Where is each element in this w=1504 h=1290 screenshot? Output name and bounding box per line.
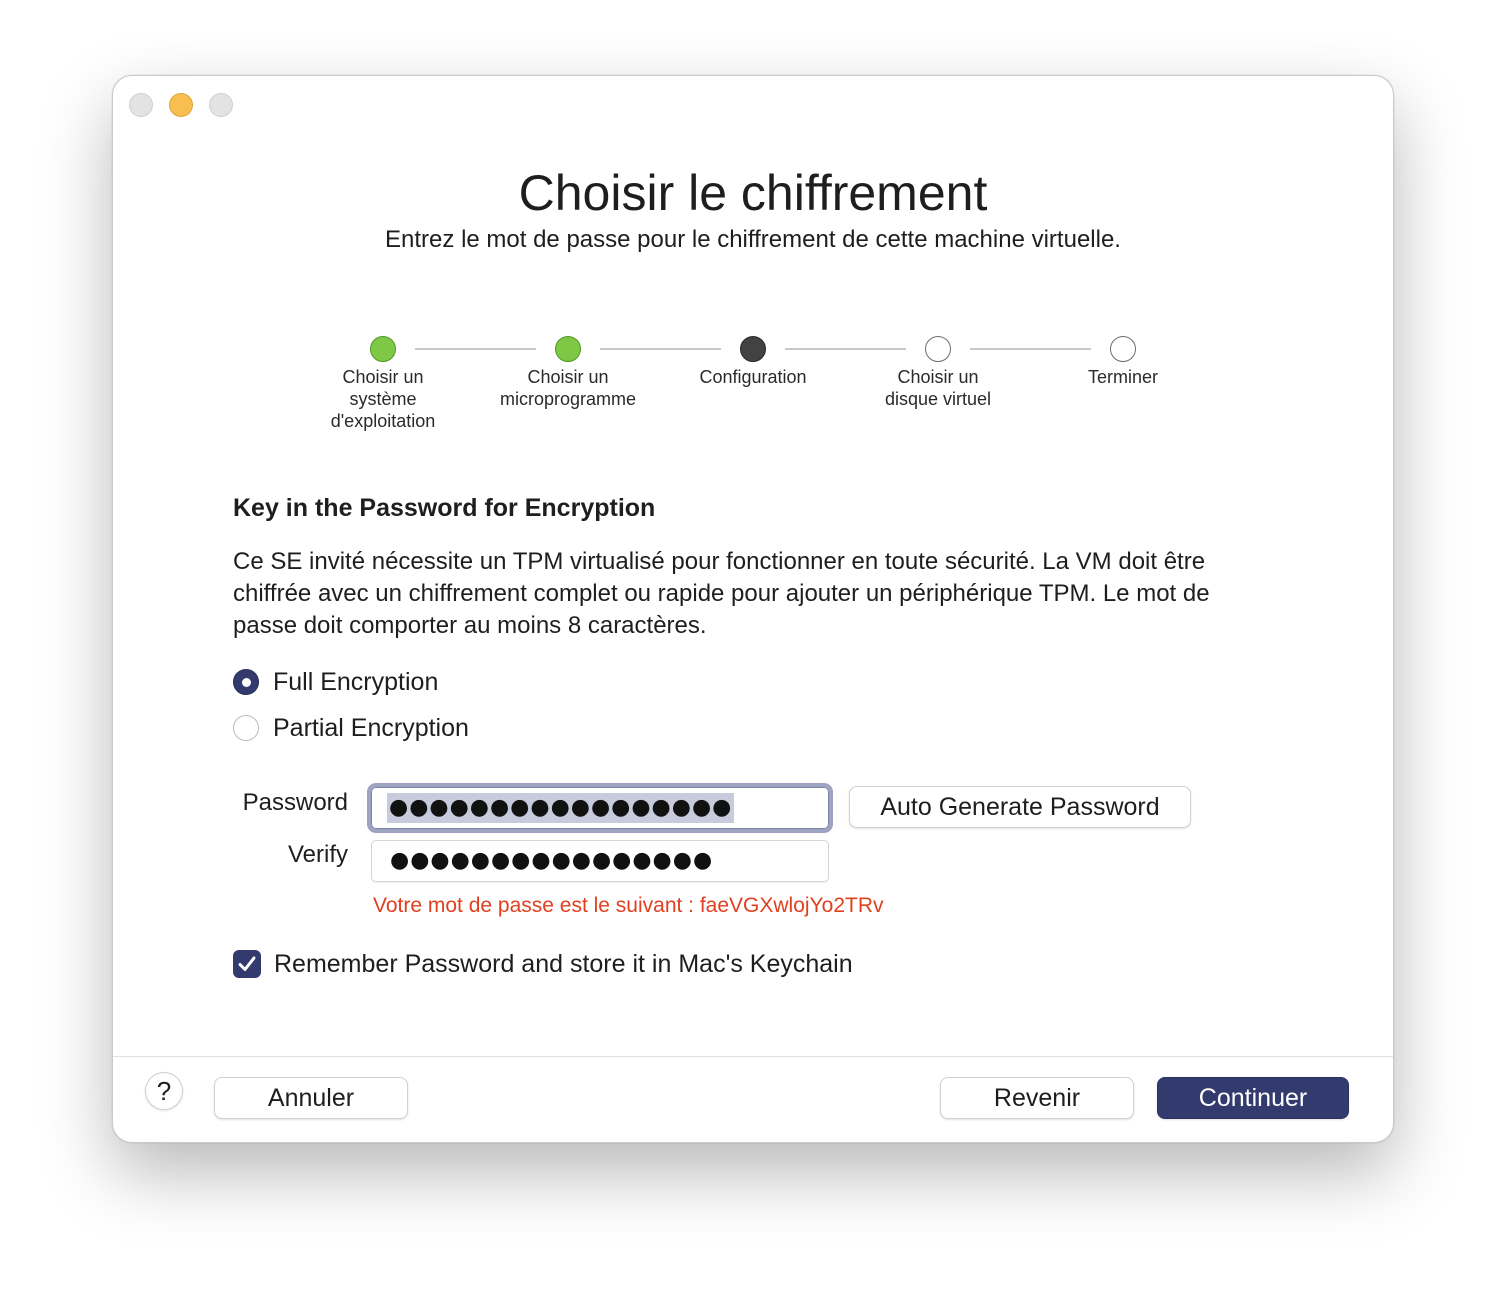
step-label-configuration: Configuration xyxy=(699,367,807,387)
auto-generate-password-button[interactable]: Auto Generate Password xyxy=(849,786,1191,828)
wizard-stepper xyxy=(113,334,1393,444)
step-connector xyxy=(600,348,721,350)
remember-password-label: Remember Password and store it in Mac's Keychain xyxy=(274,949,853,978)
step-dot-configuration xyxy=(740,336,766,362)
help-button[interactable]: ? xyxy=(145,1072,183,1110)
radio-label: Full Encryption xyxy=(273,667,439,696)
verify-label: Verify xyxy=(287,841,348,868)
password-value: ●●●●●●●●●●●●●●●●● xyxy=(387,793,734,823)
step-dot-finish xyxy=(1110,336,1136,362)
checkmark-icon xyxy=(237,954,257,974)
step-label-firmware: Choisir un microprogramme xyxy=(499,367,637,409)
dialog-window xyxy=(112,75,1394,1143)
radio-full-encryption[interactable] xyxy=(233,666,438,698)
remember-password-checkbox[interactable] xyxy=(233,950,261,978)
section-title: Key in the Password for Encryption xyxy=(233,494,656,522)
step-connector xyxy=(970,348,1091,350)
footer-divider xyxy=(113,1056,1393,1057)
step-dot-firmware xyxy=(555,336,581,362)
minimize-window-button[interactable] xyxy=(169,93,193,117)
back-button[interactable]: Revenir xyxy=(940,1077,1134,1119)
close-window-button[interactable] xyxy=(129,93,153,117)
radio-button-selected[interactable] xyxy=(233,669,259,695)
section-description: Ce SE invité nécessite un TPM virtualisé pour fonctionner en toute sécurité. La VM doit être chiffrée avec un chiffrement complet ou rapide pour ajouter un périphérique TPM. Le mot de passe doit comporter au moins 8 caractères. xyxy=(233,548,1210,639)
cancel-button[interactable]: Annuler xyxy=(214,1077,408,1119)
password-label: Password xyxy=(242,789,348,816)
verify-field[interactable]: ●●●●●●●●●●●●●●●● xyxy=(371,840,829,882)
radio-button-unselected[interactable] xyxy=(233,715,259,741)
page-title: Choisir le chiffrement xyxy=(518,165,988,221)
step-connector xyxy=(785,348,906,350)
step-connector xyxy=(415,348,536,350)
continue-button[interactable]: Continuer xyxy=(1157,1077,1349,1119)
radio-partial-encryption[interactable] xyxy=(233,712,469,744)
step-dot-disk xyxy=(925,336,951,362)
page-subtitle: Entrez le mot de passe pour le chiffrement de cette machine virtuelle. xyxy=(385,226,1121,253)
zoom-window-button[interactable] xyxy=(209,93,233,117)
step-label-disk: Choisir un disque virtuel xyxy=(884,367,992,409)
password-field[interactable] xyxy=(367,783,833,833)
step-label-os: Choisir un système d'exploitation xyxy=(330,367,436,431)
generated-password-hint: Votre mot de passe est le suivant : faeVGXwlojYo2TRv xyxy=(373,894,884,917)
remember-password-checkbox-row[interactable] xyxy=(233,948,853,980)
step-label-finish: Terminer xyxy=(1087,367,1158,387)
step-dot-os xyxy=(370,336,396,362)
radio-label: Partial Encryption xyxy=(273,713,469,742)
